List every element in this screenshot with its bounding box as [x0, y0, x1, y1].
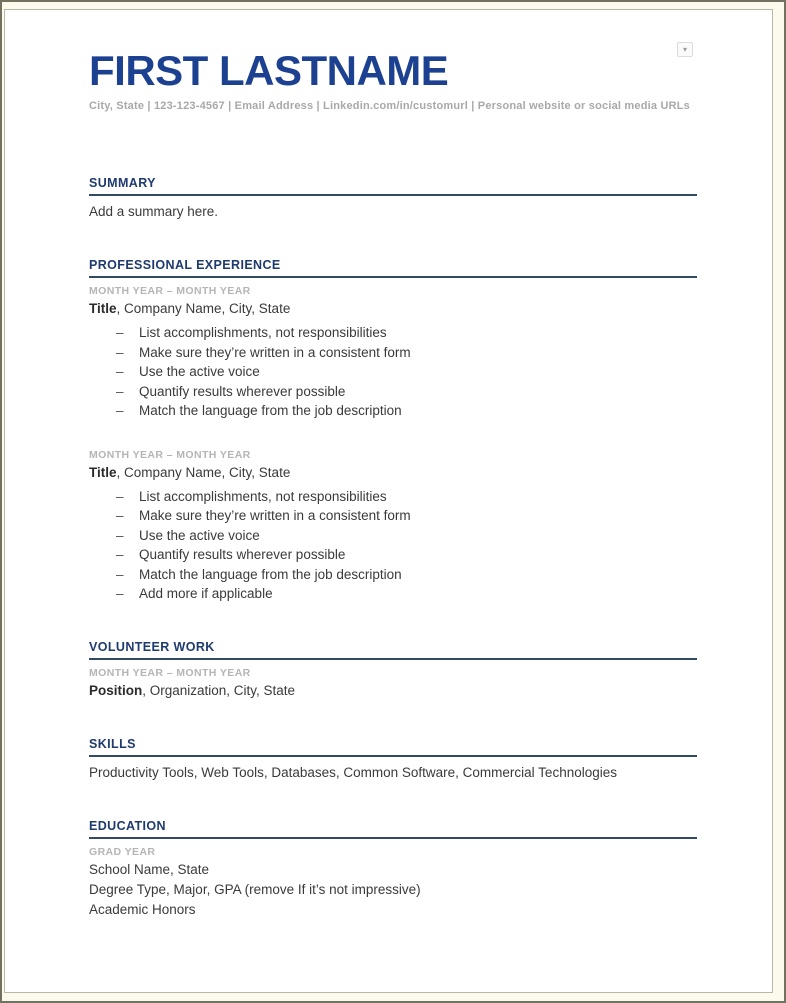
- list-item: [89, 401, 697, 421]
- job-title-rest: , Company Name, City, State: [116, 301, 291, 317]
- bullet-text: Use the active voice: [139, 527, 260, 543]
- section-skills: [89, 737, 697, 783]
- job-dates: MONTH YEAR – MONTH YEAR: [89, 285, 251, 298]
- contact-line: City, State | 123-123-4567 | Email Address | Linkedin.com/in/customurl | Personal website or social media URLs: [89, 100, 691, 113]
- bullet-text: List accomplishments, not responsibilities: [139, 325, 387, 341]
- job-bullet-list: [89, 323, 697, 421]
- bullet-text: Match the language from the job description: [139, 403, 402, 419]
- list-item: [89, 506, 697, 526]
- volunteer-heading: VOLUNTEER WORK: [89, 640, 697, 660]
- bullet-dash: –: [116, 325, 124, 341]
- bullet-text: Make sure they’re written in a consistent form: [139, 344, 411, 360]
- resume-document: [4, 9, 773, 993]
- section-experience: [89, 258, 697, 604]
- job-dates: MONTH YEAR – MONTH YEAR: [89, 448, 251, 461]
- resume-content: [89, 10, 697, 920]
- bullet-text: Match the language from the job description: [139, 566, 402, 582]
- list-item: [89, 526, 697, 546]
- bullet-text: Add more if applicable: [139, 586, 273, 602]
- skills-text: Productivity Tools, Web Tools, Databases, Common Software, Commercial Technologies: [89, 764, 617, 780]
- bullet-dash: –: [116, 547, 124, 563]
- education-heading: EDUCATION: [89, 819, 697, 839]
- bullet-dash: –: [116, 344, 124, 360]
- volunteer-dates: MONTH YEAR – MONTH YEAR: [89, 666, 251, 679]
- section-summary: [89, 176, 697, 222]
- job-title-line: [89, 299, 697, 319]
- bullet-text: List accomplishments, not responsibilities: [139, 488, 387, 504]
- list-item: [89, 362, 697, 382]
- list-item: [89, 584, 697, 604]
- bullet-text: Use the active voice: [139, 364, 260, 380]
- list-item: [89, 382, 697, 402]
- bullet-text: Quantify results wherever possible: [139, 383, 346, 399]
- resume-name: FIRST LASTNAME: [89, 47, 449, 94]
- list-item: [89, 487, 697, 507]
- volunteer-position: Position: [89, 682, 143, 698]
- summary-text: Add a summary here.: [89, 204, 219, 220]
- list-item: [89, 323, 697, 343]
- section-volunteer: [89, 640, 697, 701]
- job-bullet-list: [89, 487, 697, 604]
- job-entry: [89, 278, 697, 421]
- bullet-dash: –: [116, 508, 124, 524]
- job-title: Title: [89, 464, 117, 480]
- bullet-dash: –: [116, 364, 124, 380]
- bullet-dash: –: [116, 383, 124, 399]
- education-dates: GRAD YEAR: [89, 845, 156, 858]
- bullet-dash: –: [116, 488, 124, 504]
- education-lines: [89, 860, 697, 920]
- job-entry: [89, 442, 697, 604]
- list-item: [89, 565, 697, 585]
- summary-heading: SUMMARY: [89, 176, 697, 196]
- bullet-text: Make sure they’re written in a consistent form: [139, 508, 411, 524]
- skills-heading: SKILLS: [89, 737, 697, 757]
- chevron-down-icon: ▾: [682, 45, 687, 54]
- education-school: School Name, State: [89, 861, 210, 877]
- experience-heading: PROFESSIONAL EXPERIENCE: [89, 258, 697, 278]
- list-item: [89, 545, 697, 565]
- bullet-dash: –: [116, 586, 124, 602]
- volunteer-title-line: [89, 681, 697, 701]
- section-education: [89, 819, 697, 920]
- bullet-dash: –: [116, 527, 124, 543]
- education-degree: Degree Type, Major, GPA (remove If it’s not impressive): [89, 881, 421, 897]
- job-title: Title: [89, 301, 117, 317]
- job-title-line: [89, 463, 697, 483]
- bullet-text: Quantify results wherever possible: [139, 547, 346, 563]
- job-title-rest: , Company Name, City, State: [116, 464, 291, 480]
- volunteer-title-rest: , Organization, City, State: [142, 682, 296, 698]
- education-honors: Academic Honors: [89, 901, 196, 917]
- list-item: [89, 343, 697, 363]
- bullet-dash: –: [116, 403, 124, 419]
- bullet-dash: –: [116, 566, 124, 582]
